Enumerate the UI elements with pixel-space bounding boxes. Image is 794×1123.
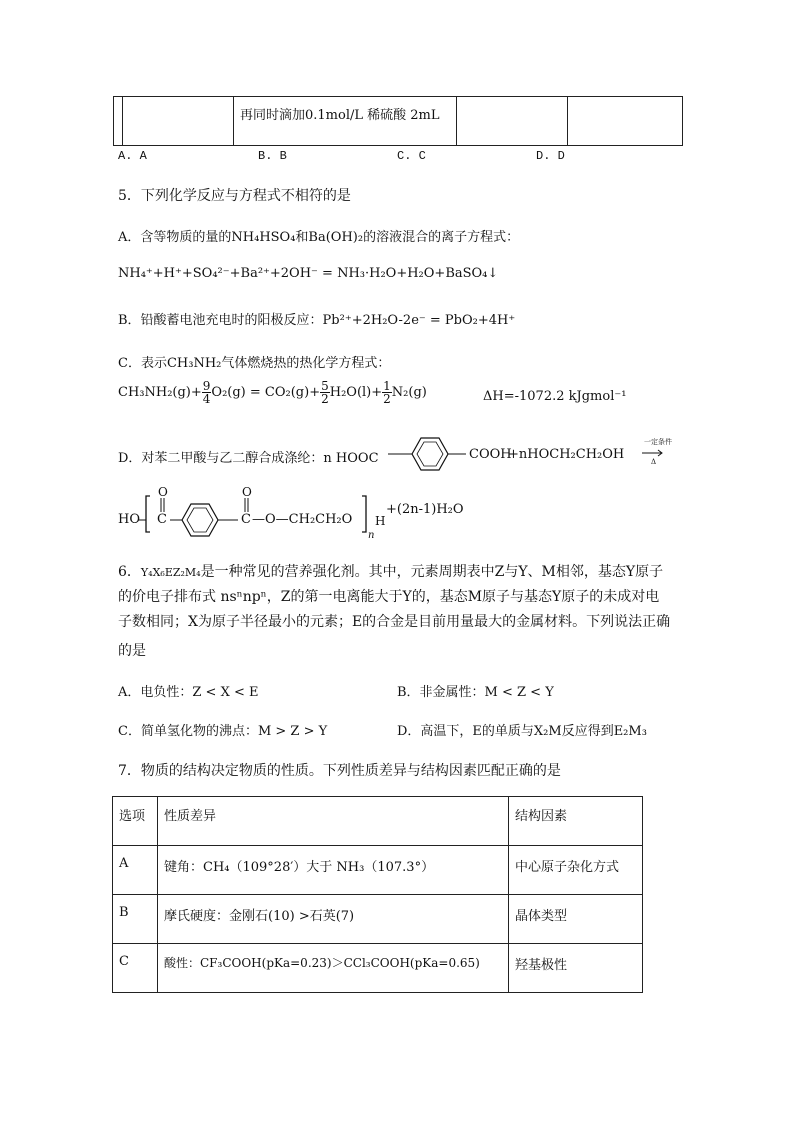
q7-stem: 7．物质的结构决定物质的性质。下列性质差异与结构因素匹配正确的是 [118, 763, 561, 779]
poly-c2: C [241, 512, 251, 527]
q5-stem: 5．下列化学反应与方程式不相符的是 [118, 188, 351, 204]
c-eq-end: N₂(g) [391, 385, 427, 400]
c-frac-2 [320, 380, 330, 405]
poly-o1: O [158, 485, 168, 499]
polymer-structure-icon [138, 480, 398, 540]
c-frac-3-num: 1 [383, 379, 391, 393]
top-table-text: 再同时滴加0.1mol/L 稀硫酸 2mL [240, 108, 440, 123]
c-eq-mid2: H₂O(l)+ [329, 385, 383, 400]
q6-number: 6． [118, 564, 141, 580]
table-cell-option: A [119, 856, 129, 871]
table-cell-option: C [119, 954, 129, 969]
q6-line-4: 的是 [118, 643, 146, 659]
c-frac-2-num: 5 [321, 379, 329, 393]
table-cell-option: B [119, 905, 129, 920]
q5-d-label: D．对苯二甲酸与乙二醇合成涤纶：n HOOC [118, 451, 379, 466]
poly-c1: C [157, 512, 167, 527]
c-frac-3-den: 2 [383, 392, 391, 406]
q5-a-label: A．含等物质的量的 [118, 230, 232, 245]
q5-d-tail: +nHOCH₂CH₂OH [508, 447, 625, 462]
q6-option-b: B．非金属性：M < Z < Y [397, 685, 554, 700]
table-header-row [113, 797, 643, 846]
table-row [113, 846, 643, 895]
q5-d-cooh: COOH [469, 447, 512, 462]
c-frac-3 [382, 380, 392, 405]
poly-n: n [368, 530, 375, 541]
q6-formula: Y₄X₆EZ₂M₄ [140, 566, 201, 579]
q5-c-tail: 气体燃烧热的热化学方程式： [221, 356, 391, 371]
q7-table [112, 796, 643, 993]
q5-c-equation [118, 380, 427, 405]
q5-c-chem: CH₃NH₂ [166, 356, 222, 371]
q5-d-cond-top: 一定条件 [644, 438, 672, 446]
q5-option-b: B．铅酸蓄电池充电时的阳极反应：Pb²⁺+2H₂O-2e⁻ = PbO₂+4H⁺ [118, 313, 516, 328]
q5-option-a [118, 226, 519, 245]
top-table-cell-4 [568, 97, 683, 146]
table-header-property: 性质差异 [164, 809, 217, 824]
top-table [113, 96, 683, 146]
table-row [113, 895, 643, 944]
table-cell-property: 键角：CH₄（109°28′）大于 NH₃（107.3°） [164, 860, 435, 875]
top-table-cell-2 [234, 97, 457, 146]
q6-line-1 [118, 561, 663, 581]
q5-a-equation: NH₄⁺+H⁺+SO₄²⁻+Ba²⁺+2OH⁻ = NH₃·H₂O+H₂O+BaSO₄↓ [118, 266, 499, 281]
benzene-ring-icon [388, 428, 468, 480]
poly-water: +(2n-1)H₂O [386, 502, 464, 517]
poly-ho: HO [118, 512, 140, 527]
reaction-arrow-icon [640, 448, 666, 458]
q6-option-a: A．电负性：Z < X < E [118, 685, 259, 700]
q6-option-c: C．简单氢化物的沸点：M > Z > Y [118, 724, 328, 739]
table-header-option: 选项 [119, 809, 146, 824]
q5-a-chem: NH₄HSO₄和Ba(OH)₂ [231, 230, 364, 245]
q5-c-dh: ΔH=-1072.2 kJgmol⁻¹ [483, 389, 627, 404]
q5-a-tail: 的溶液混合的离子方程式： [363, 230, 520, 245]
q4-option-d: D. D [536, 149, 565, 163]
q4-option-a: A. A [118, 149, 147, 163]
table-row [113, 944, 643, 993]
c-eq-mid1: O₂(g) = CO₂(g)+ [211, 385, 321, 400]
q6-line-1-text: 是一种常见的营养强化剂。其中，元素周期表中Z与Y、M相邻，基态Y原子 [200, 564, 664, 580]
q5-d-cond-bot: Δ [651, 458, 657, 466]
table-cell-factor: 羟基极性 [515, 958, 568, 973]
c-frac-1 [202, 380, 212, 405]
q6-line-2: 的价电子排布式 nsⁿnpⁿ，Z的第一电离能大于Y的，基态M原子与基态Y原子的未成对电 [118, 589, 660, 605]
q6-option-d: D．高温下，E的单质与X₂M反应得到E₂M₃ [397, 724, 647, 739]
q5-c-label: C．表示 [118, 356, 167, 371]
table-header-factor: 结构因素 [515, 809, 568, 824]
top-table-cell-1 [123, 97, 234, 146]
table-cell-factor: 中心原子杂化方式 [515, 860, 620, 875]
c-eq-left: CH₃NH₂(g)+ [118, 385, 202, 400]
c-frac-1-den: 4 [202, 392, 211, 406]
poly-o2: O [242, 485, 252, 499]
top-table-cell-0 [114, 97, 123, 146]
table-cell-property: 摩氏硬度：金刚石(10) >石英(7) [164, 909, 355, 924]
table-cell-factor: 晶体类型 [515, 909, 568, 924]
q4-option-b: B. B [258, 149, 287, 163]
top-table-cell-3 [457, 97, 568, 146]
q5-option-c [118, 352, 390, 371]
q6-line-3: 子数相同；X为原子半径最小的元素；E的合金是目前用量最大的金属材料。下列说法正确 [118, 614, 671, 630]
poly-chain: —O—CH₂CH₂O [252, 512, 353, 527]
q4-option-c: C. C [397, 149, 426, 163]
c-frac-2-den: 2 [321, 392, 329, 406]
c-frac-1-num: 9 [202, 379, 211, 393]
poly-h: H [375, 514, 386, 528]
table-cell-property: 酸性：CF₃COOH(pKa=0.23)＞CCl₃COOH(pKa=0.65) [164, 956, 480, 970]
